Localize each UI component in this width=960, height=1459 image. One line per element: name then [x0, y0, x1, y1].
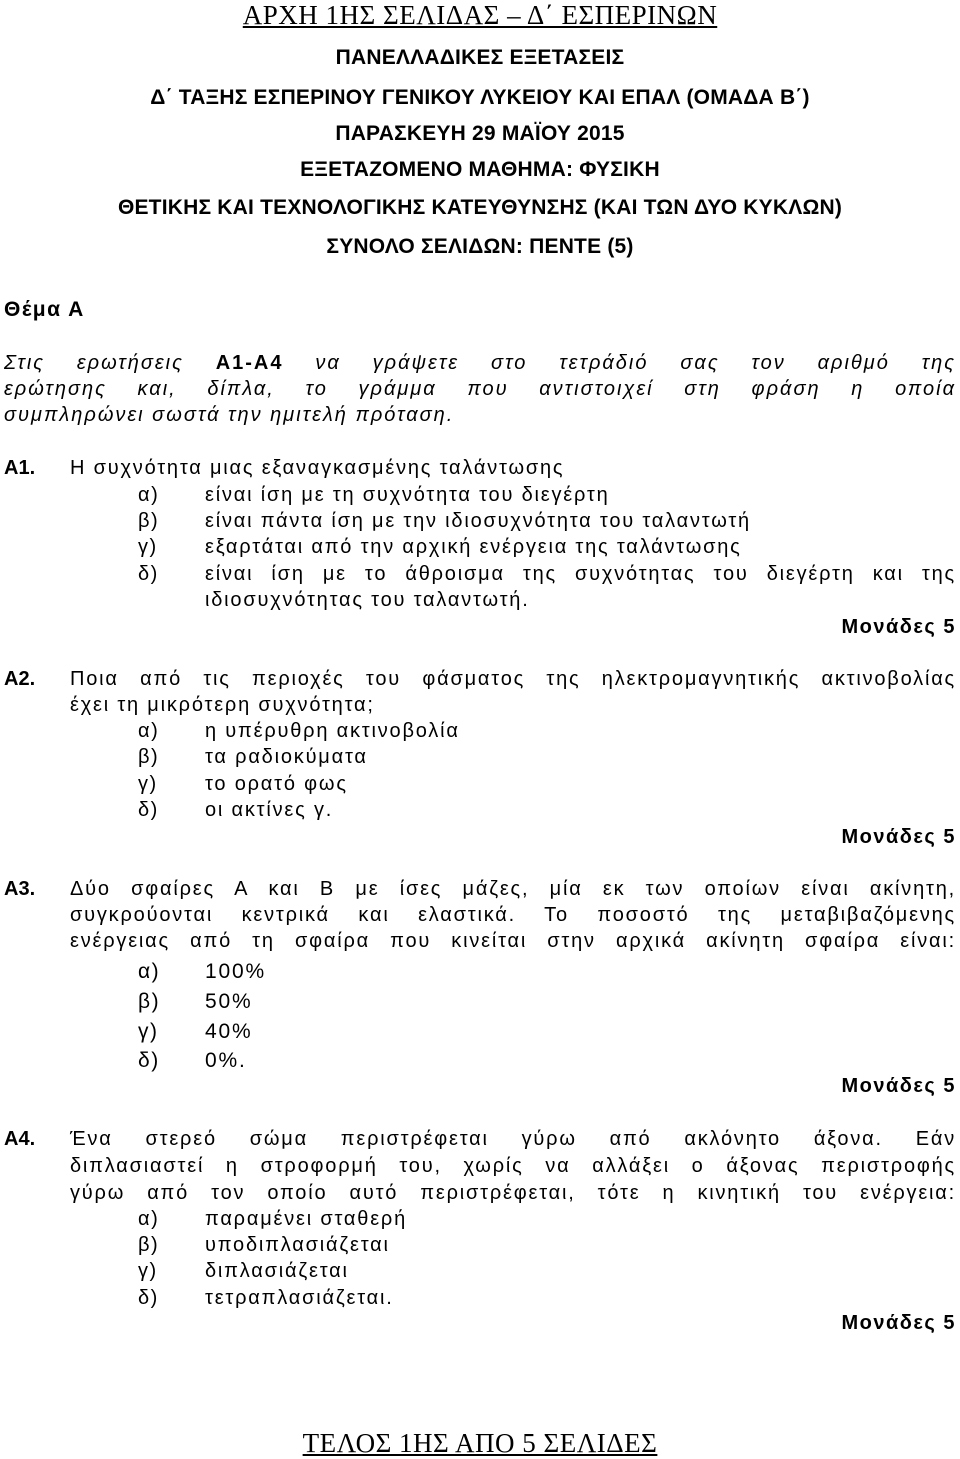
exam-page-count: ΣΥΝΟΛΟ ΣΕΛΙΔΩΝ: ΠΕΝΤΕ (5) [326, 235, 634, 258]
option-text: η υπέρυθρη ακτινοβολία [205, 720, 460, 742]
question-number: Α2. [4, 668, 36, 690]
option-text: τα ραδιοκύματα [205, 746, 368, 768]
marks-label: Μονάδες 5 [841, 616, 956, 638]
question-text: Δύο σφαίρες Α και Β με ίσες μάζες, μία εκ των οποίων είναι ακίνητη, [70, 878, 956, 900]
option-text-continued: ιδιοσυχνότητας του ταλαντωτή. [205, 589, 530, 611]
exam-date: ΠΑΡΑΣΚΕΥΗ 29 ΜΑΪΟΥ 2015 [335, 122, 625, 145]
question-number: Α1. [4, 457, 36, 479]
instructions-line-1: Στις ερωτήσεις Α1-Α4 να γράψετε στο τετράδιό σας τον αριθμό της [4, 352, 956, 374]
exam-direction: ΘΕΤΙΚΗΣ ΚΑΙ ΤΕΧΝΟΛΟΓΙΚΗΣ ΚΑΤΕΥΘΥΝΣΗΣ (ΚΑΙ ΤΩΝ ΔΥΟ ΚΥΚΛΩΝ) [117, 196, 843, 219]
instructions-line-3: συμπληρώνει σωστά την ημιτελή πρόταση. [4, 404, 455, 426]
option-label: β) [138, 990, 161, 1013]
exam-subject: ΕΞΕΤΑΖΟΜΕΝΟ ΜΑΘΗΜΑ: ΦΥΣΙΚΗ [300, 158, 660, 181]
option-label: γ) [138, 1020, 159, 1043]
option-text: 40% [205, 1020, 253, 1043]
option-label: δ) [138, 799, 159, 821]
exam-title: ΠΑΝΕΛΛΑΔΙΚΕΣ ΕΞΕΤΑΣΕΙΣ [335, 46, 625, 69]
instructions-line-2: ερώτησης και, δίπλα, το γράμμα που αντιστοιχεί στη φράση η οποία [4, 378, 956, 400]
option-text: είναι πάντα ίση με την ιδιοσυχνότητα του ταλαντωτή [205, 510, 751, 532]
option-label: γ) [138, 1260, 158, 1282]
option-text: τετραπλασιάζεται. [205, 1287, 394, 1309]
option-text: 100% [205, 960, 266, 983]
instructions [4, 350, 956, 428]
question-text: συγκρούονται κεντρικά και ελαστικά. Το ποσοστό της μεταβιβαζόμενης [70, 904, 956, 926]
option-label: α) [138, 484, 160, 506]
question-text: Η συχνότητα μιας εξαναγκασμένης ταλάντωσης [70, 457, 565, 479]
exam-class: Δ΄ ΤΑΞΗΣ ΕΣΠΕΡΙΝΟΥ ΓΕΝΙΚΟΥ ΛΥΚΕΙΟΥ ΚΑΙ ΕΠΑΛ (ΟΜΑΔΑ Β΄) [150, 86, 810, 109]
theme-title: Θέμα Α [4, 298, 85, 321]
option-text: είναι ίση με το άθροισμα της συχνότητας του διεγέρτη και της [205, 563, 956, 585]
option-text: 0%. [205, 1049, 247, 1072]
option-label: δ) [138, 563, 159, 585]
marks-label: Μονάδες 5 [841, 1312, 956, 1334]
question-number: Α4. [4, 1128, 36, 1150]
option-label: δ) [138, 1049, 160, 1072]
question-text: Ένα στερεό σώμα περιστρέφεται γύρω από ακλόνητο άξονα. Εάν [70, 1128, 956, 1150]
option-text: εξαρτάται από την αρχική ενέργεια της ταλάντωσης [205, 536, 742, 558]
option-label: γ) [138, 536, 158, 558]
option-label: β) [138, 1234, 160, 1256]
option-text: 50% [205, 990, 253, 1013]
option-text: υποδιπλασιάζεται [205, 1234, 390, 1256]
page-footer: ΤΕΛΟΣ 1ΗΣ ΑΠΟ 5 ΣΕΛΙΔΕΣ [302, 1428, 658, 1458]
option-label: α) [138, 720, 160, 742]
option-label: β) [138, 510, 160, 532]
option-text: διπλασιάζεται [205, 1260, 349, 1282]
option-text: οι ακτίνες γ. [205, 799, 334, 821]
question-text: γύρω από τον οποίο αυτό περιστρέφεται, τότε η κινητική του ενέργεια: [70, 1182, 956, 1204]
question-text: έχει τη μικρότερη συχνότητα; [70, 694, 375, 716]
option-label: β) [138, 746, 160, 768]
option-text: είναι ίση με τη συχνότητα του διεγέρτη [205, 484, 610, 506]
question-number: Α3. [4, 878, 36, 900]
marks-label: Μονάδες 5 [841, 1075, 956, 1097]
option-text: το ορατό φως [205, 773, 348, 795]
question-text: διπλασιαστεί η στροφορμή του, χωρίς να αλλάξει ο άξονας περιστροφής [70, 1155, 956, 1177]
marks-label: Μονάδες 5 [841, 826, 956, 848]
question-text: Ποια από τις περιοχές του φάσματος της ηλεκτρομαγνητικής ακτινοβολίας [70, 668, 956, 690]
page-header: ΑΡΧΗ 1ΗΣ ΣΕΛΙΔΑΣ – Δ΄ ΕΣΠΕΡΙΝΩΝ [242, 0, 718, 30]
option-label: α) [138, 960, 161, 983]
option-text: παραμένει σταθερή [205, 1208, 408, 1230]
option-label: γ) [138, 773, 158, 795]
question-text: ενέργειας από τη σφαίρα που κινείται στην αρχικά ακίνητη σφαίρα είναι: [70, 930, 956, 952]
option-label: α) [138, 1208, 160, 1230]
option-label: δ) [138, 1287, 159, 1309]
